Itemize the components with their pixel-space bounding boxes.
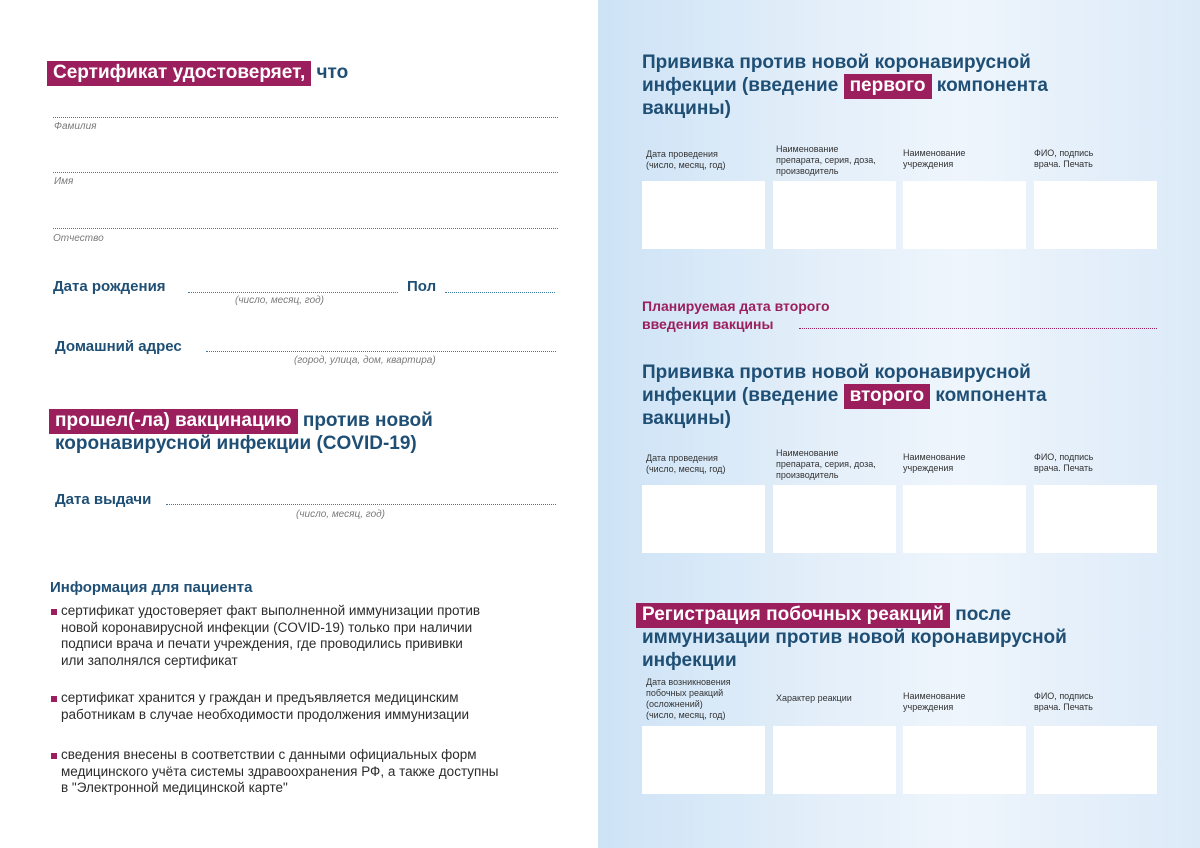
reaction-col-type: Характер реакции	[776, 693, 852, 703]
title-highlight: Сертификат удостоверяет,	[47, 61, 311, 86]
vaccination-statement	[49, 409, 433, 455]
second-doctor-box[interactable]	[1034, 485, 1157, 553]
planned-date-line[interactable]	[799, 328, 1157, 329]
sex-line[interactable]	[445, 292, 555, 293]
issue-date-line[interactable]	[166, 504, 556, 505]
first-doctor-box[interactable]	[1034, 181, 1157, 249]
second-component-title: Прививка против новой коронавирусной инфекции (введение второго компонента вакцины)	[642, 362, 1047, 429]
birthdate-hint: (число, месяц, год)	[235, 295, 324, 306]
second-highlight: второго	[844, 384, 931, 409]
first-col-drug: Наименование препарата, серия, доза, производитель	[776, 144, 876, 176]
first-date-box[interactable]	[642, 181, 765, 249]
first-drug-box[interactable]	[773, 181, 896, 249]
title-rest: что	[311, 62, 349, 83]
reactions-highlight: Регистрация побочных реакций	[636, 603, 950, 628]
first-component-title: Прививка против новой коронавирусной инфекции (введение первого компонента вакцины)	[642, 52, 1048, 119]
left-page	[0, 0, 598, 848]
first-col-doctor: ФИО, подпись врача. Печать	[1034, 148, 1094, 169]
first-highlight: первого	[844, 74, 932, 99]
first-institution-box[interactable]	[903, 181, 1026, 249]
first-col-date: Дата проведения (число, месяц, год)	[646, 149, 726, 170]
reactions-title: Регистрация побочных реакций после иммунизации против новой коронавирусной инфекции	[636, 603, 1067, 672]
surname-label: Фамилия	[54, 121, 97, 132]
issue-date-label: Дата выдачи	[55, 491, 152, 508]
vaccination-rest-1: против новой	[297, 410, 433, 431]
right-page	[598, 0, 1200, 848]
bullet-3-mark	[51, 753, 57, 759]
reaction-col-doctor: ФИО, подпись врача. Печать	[1034, 691, 1094, 712]
reaction-doctor-box[interactable]	[1034, 726, 1157, 794]
patronymic-line[interactable]	[53, 228, 558, 229]
first-col-institution: Наименование учреждения	[903, 148, 966, 169]
reaction-col-institution: Наименование учреждения	[903, 691, 966, 712]
name-label: Имя	[54, 176, 74, 187]
reaction-date-box[interactable]	[642, 726, 765, 794]
second-col-drug: Наименование препарата, серия, доза, производитель	[776, 448, 876, 480]
address-label: Домашний адрес	[55, 338, 182, 355]
bullet-1-mark	[51, 609, 57, 615]
address-hint: (город, улица, дом, квартира)	[294, 355, 436, 366]
name-line[interactable]	[53, 172, 558, 173]
surname-line[interactable]	[53, 117, 558, 118]
bullet-1: сертификат удостоверяет факт выполненной иммунизации против новой коронавирусной инфекции (COVID-19) только при наличии подписи врача и печати учреждения, где проводились прививки или заполнялся сертификат	[61, 603, 481, 668]
second-drug-box[interactable]	[773, 485, 896, 553]
patronymic-label: Отчество	[53, 233, 104, 244]
reaction-col-date: Дата возникновения побочных реакций (осложнений) (число, месяц, год)	[646, 677, 731, 720]
second-date-box[interactable]	[642, 485, 765, 553]
birthdate-label: Дата рождения	[53, 278, 166, 295]
vaccination-highlight: прошел(-ла) вакцинацию	[49, 409, 298, 434]
sex-label: Пол	[407, 278, 437, 295]
info-title: Информация для пациента	[50, 579, 253, 596]
reaction-type-box[interactable]	[773, 726, 896, 794]
second-col-institution: Наименование учреждения	[903, 452, 966, 473]
planned-second-date: Планируемая дата второго введения вакцины	[642, 298, 830, 332]
birthdate-line[interactable]	[188, 292, 398, 293]
bullet-3: сведения внесены в соответствии с данными официальных форм медицинского учёта системы здравоохранения РФ, а также доступны в "Электронной медицинской карте"	[61, 747, 499, 795]
address-line[interactable]	[206, 351, 556, 352]
issue-date-hint: (число, месяц, год)	[296, 509, 385, 520]
certificate-title	[47, 62, 348, 84]
bullet-2-mark	[51, 696, 57, 702]
second-col-date: Дата проведения (число, месяц, год)	[646, 453, 726, 474]
bullet-2: сертификат хранится у граждан и предъявляется медицинским работникам в случае необходимости продолжения иммунизации	[61, 690, 470, 722]
reaction-institution-box[interactable]	[903, 726, 1026, 794]
vaccination-rest-2: коронавирусной инфекции (COVID-19)	[55, 433, 417, 454]
second-institution-box[interactable]	[903, 485, 1026, 553]
second-col-doctor: ФИО, подпись врача. Печать	[1034, 452, 1094, 473]
